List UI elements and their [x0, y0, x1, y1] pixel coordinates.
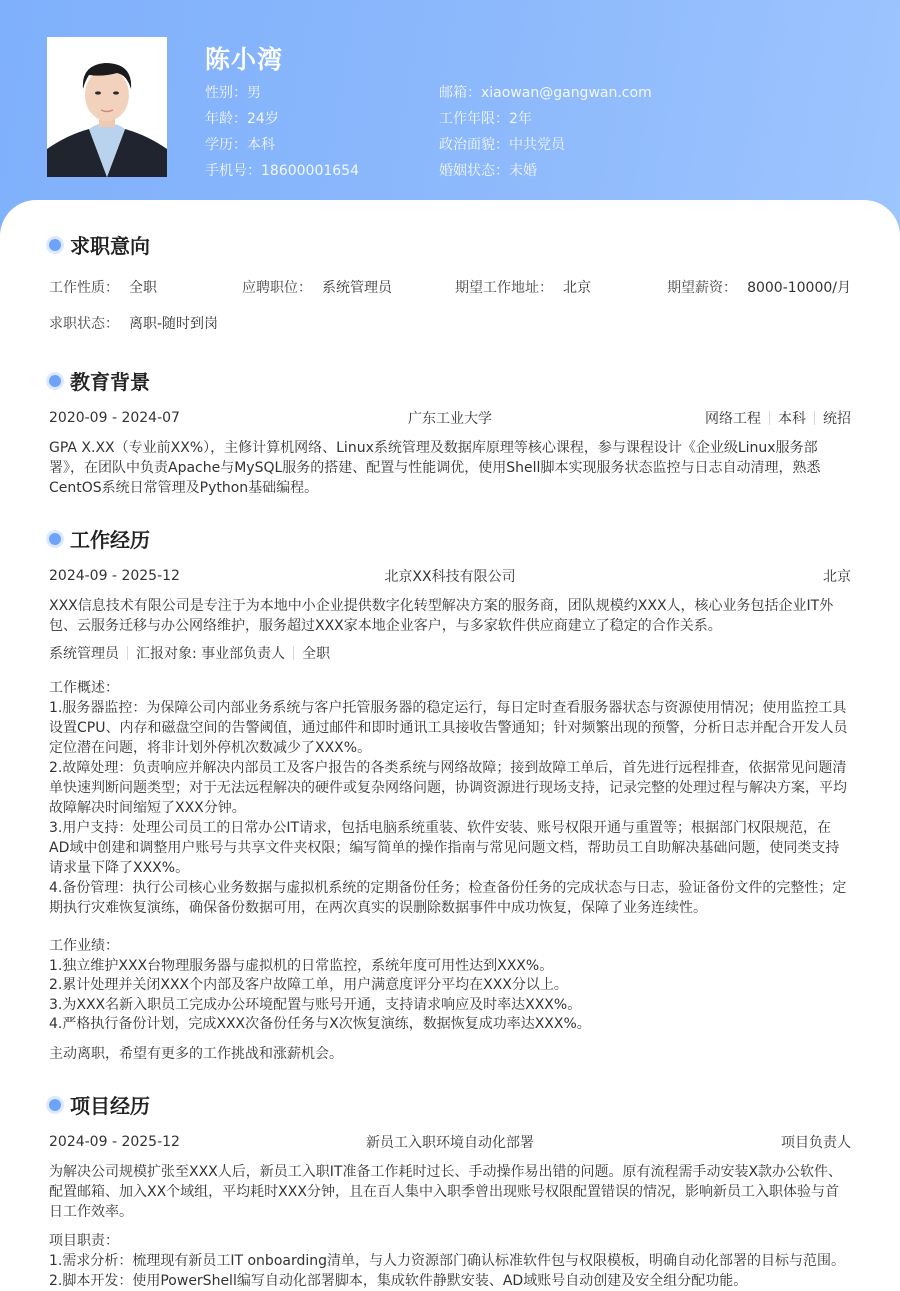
divider — [769, 411, 770, 425]
project-duties — [49, 1231, 851, 1291]
overview-item: 1.服务器监控：为保障公司内部业务系统与客户托管服务器的稳定运行，每日定时查看服务器状态与资源使用情况；使用监控工具设置CPU、内存和磁盘空间的告警阈值，通过邮件和即时通讯工具接收告警通知；针对频繁出现的预警，分析日志并配合开发人员定位潜在问题，将非计划外停机次数减少了XXX%。 — [49, 700, 848, 756]
section-heading: 求职意向 — [70, 234, 150, 258]
field-label: 应聘职位： — [242, 280, 312, 296]
project-header-row — [49, 1132, 851, 1152]
field-value: 未婚 — [509, 163, 537, 179]
overview-item: 2.故障处理：负责响应并解决内部员工及客户报告的各类系统与网络故障；接到故障工单后，首先进行远程排查，依据常见问题清单快速判断问题类型；对于无法远程解决的硬件或复杂网络问题，协调资源进行现场支持，记录完整的处理过程与解决方案，平均故障解决时间缩短了XXX分钟。 — [49, 760, 847, 816]
section-title-project — [48, 1090, 150, 1119]
overview-item: 4.备份管理：执行公司核心业务数据与虚拟机系统的定期备份任务；检查备份任务的完成状态与日志，验证备份文件的完整性；定期执行灾难恢复演练，确保备份数据可用，在两次真实的误删除数据事件中成功恢复，保障了业务连续性。 — [49, 880, 847, 916]
section-title-education — [48, 366, 150, 395]
person-photo-icon — [47, 37, 167, 177]
job-type-field — [49, 277, 157, 297]
work-years-field — [439, 108, 652, 134]
section-heading: 教育背景 — [70, 370, 150, 394]
avatar-photo — [47, 37, 167, 177]
bullet-dot-icon — [49, 239, 61, 251]
education-level-field — [205, 134, 359, 160]
field-value: 中共党员 — [509, 137, 565, 153]
work-period: 2024-09 - 2025-12 — [49, 568, 180, 584]
report-to-tag: 汇报对象: 事业部负责人 — [136, 646, 286, 662]
job-title-tag: 系统管理员 — [49, 646, 119, 662]
divider — [814, 411, 815, 425]
achievement-item: 4.严格执行备份计划，完成XXX次备份任务与X次恢复演练，数据恢复成功率达XXX%。 — [49, 1016, 591, 1032]
field-value: xiaowan@gangwan.com — [481, 85, 652, 101]
achievement-item: 3.为XXX名新入职员工完成办公环境配置与账号开通，支持请求响应及时率达XXX%。 — [49, 996, 582, 1013]
field-value: 24岁 — [247, 111, 279, 127]
field-label: 手机号： — [205, 163, 261, 179]
basic-info-right — [439, 82, 652, 186]
political-status-field — [439, 134, 652, 160]
duty-item: 2.脚本开发：使用PowerShell编写自动化部署脚本，集成软件静默安装、AD域账号自动创建及安全组分配功能。 — [49, 1273, 748, 1289]
field-label: 工作年限： — [439, 111, 509, 127]
work-overview — [49, 678, 851, 918]
email-field — [439, 82, 652, 108]
field-label: 工作性质： — [49, 280, 119, 296]
field-value: 系统管理员 — [322, 280, 392, 296]
bullet-dot-icon — [49, 1099, 61, 1111]
gender-field — [205, 82, 359, 108]
field-label: 期望工作地址： — [455, 280, 553, 296]
basic-info-left — [205, 82, 359, 186]
section-title-intent — [48, 230, 150, 259]
major-tag: 网络工程 — [705, 411, 761, 427]
field-value: 18600001654 — [261, 163, 359, 179]
marital-status-field — [439, 160, 652, 186]
work-header-row — [49, 566, 851, 586]
company-intro: XXX信息技术有限公司是专注于为本地中小企业提供数字化转型解决方案的服务商，团队规模约XXX人，核心业务包括企业IT外包、云服务迁移与办公网络维护，服务超过XXX家本地企业客户，与多家软件供应商建立了稳定的合作关系。 — [49, 598, 834, 634]
section-heading: 项目经历 — [70, 1094, 150, 1118]
intent-row-2 — [49, 313, 851, 333]
field-value: 北京 — [563, 280, 591, 296]
overview-label: 工作概述： — [49, 680, 119, 696]
field-label: 期望薪资： — [667, 280, 738, 296]
field-value: 全职 — [129, 280, 157, 296]
education-description: GPA X.XX（专业前XX%），主修计算机网络、Linux系统管理及数据库原理等核心课程，参与课程设计《企业级Linux服务部署》，在团队中负责Apache与MySQL服务的搭建、配置与性能调优，使用Shell脚本实现服务状态监控与日志自动清理，熟悉CentOS系统日常管理及Python基础编程。 — [49, 440, 821, 496]
position-field — [242, 277, 392, 297]
candidate-name: 陈小湾 — [205, 45, 284, 74]
resume-body — [0, 200, 900, 1289]
enrollment-tag: 统招 — [823, 411, 851, 427]
company-name: 北京XX科技有限公司 — [384, 569, 516, 585]
duties-label: 项目职责： — [49, 1233, 119, 1249]
bullet-dot-icon — [49, 375, 61, 387]
field-label: 求职状态： — [49, 316, 119, 332]
intent-row-1 — [49, 277, 851, 297]
duty-item: 1.需求分析：梳理现有新员工IT onboarding清单，与人力资源部门确认标准软件包与权限模板，明确自动化部署的目标与范围。 — [49, 1253, 846, 1269]
project-name: 新员工入职环境自动化部署 — [366, 1135, 534, 1151]
field-label: 邮箱： — [439, 85, 481, 101]
field-label: 学历： — [205, 137, 247, 153]
section-heading: 工作经历 — [70, 528, 150, 552]
job-status-field — [49, 316, 218, 332]
education-period: 2020-09 - 2024-07 — [49, 410, 180, 426]
field-value: 离职-随时到岗 — [129, 316, 219, 332]
employment-type-tag: 全职 — [302, 646, 331, 662]
achievement-item: 2.累计处理并关闭XXX个内部及客户故障工单，用户满意度评分平均在XXX分以上。 — [49, 977, 568, 993]
field-label: 婚姻状态： — [439, 163, 509, 179]
project-period: 2024-09 - 2025-12 — [49, 1134, 180, 1150]
project-role: 项目负责人 — [781, 1135, 851, 1151]
achievement-item: 1.独立维护XXX台物理服务器与虚拟机的日常监控，系统年度可用性达到XXX%。 — [49, 957, 554, 974]
field-value: 本科 — [247, 137, 275, 153]
school-name: 广东工业大学 — [408, 411, 492, 427]
field-value: 2年 — [509, 111, 532, 127]
age-field — [205, 108, 359, 134]
field-label: 政治面貌： — [439, 137, 509, 153]
field-label: 性别： — [205, 85, 247, 101]
divider — [293, 646, 294, 660]
achievements-label: 工作业绩： — [49, 938, 119, 954]
work-achievements — [49, 937, 851, 1035]
education-header-row — [49, 408, 851, 428]
project-background: 为解决公司规模扩张至XXX人后，新员工入职IT准备工作耗时过长、手动操作易出错的问题。原有流程需手动安装X款办公软件、配置邮箱、加入XX个域组，平均耗时XXX分钟，且在百人集中入职季曾出现账号权限配置错误的情况，影响新员工入职体验与首日工作效率。 — [49, 1164, 843, 1220]
salary-field — [667, 277, 851, 297]
field-value: 男 — [247, 85, 261, 101]
phone-field — [205, 160, 359, 186]
work-tags — [49, 643, 851, 663]
section-title-work — [48, 524, 150, 553]
field-label: 年龄： — [205, 111, 247, 127]
education-tags — [705, 408, 851, 428]
degree-tag: 本科 — [778, 411, 806, 427]
location-field — [455, 277, 591, 297]
work-city: 北京 — [823, 569, 851, 585]
divider — [127, 646, 128, 660]
leave-reason: 主动离职，希望有更多的工作挑战和涨薪机会。 — [49, 1046, 343, 1062]
bullet-dot-icon — [49, 533, 61, 545]
overview-item: 3.用户支持：处理公司员工的日常办公IT请求，包括电脑系统重装、软件安装、账号权限开通与重置等；根据部门权限规范，在AD域中创建和调整用户账号与共享文件夹权限；编写简单的操作指南与常见问题文档，帮助员工自助解决基础问题，使同类支持请求量下降了XXX%。 — [49, 820, 840, 876]
field-value: 8000-10000/月 — [747, 280, 851, 296]
